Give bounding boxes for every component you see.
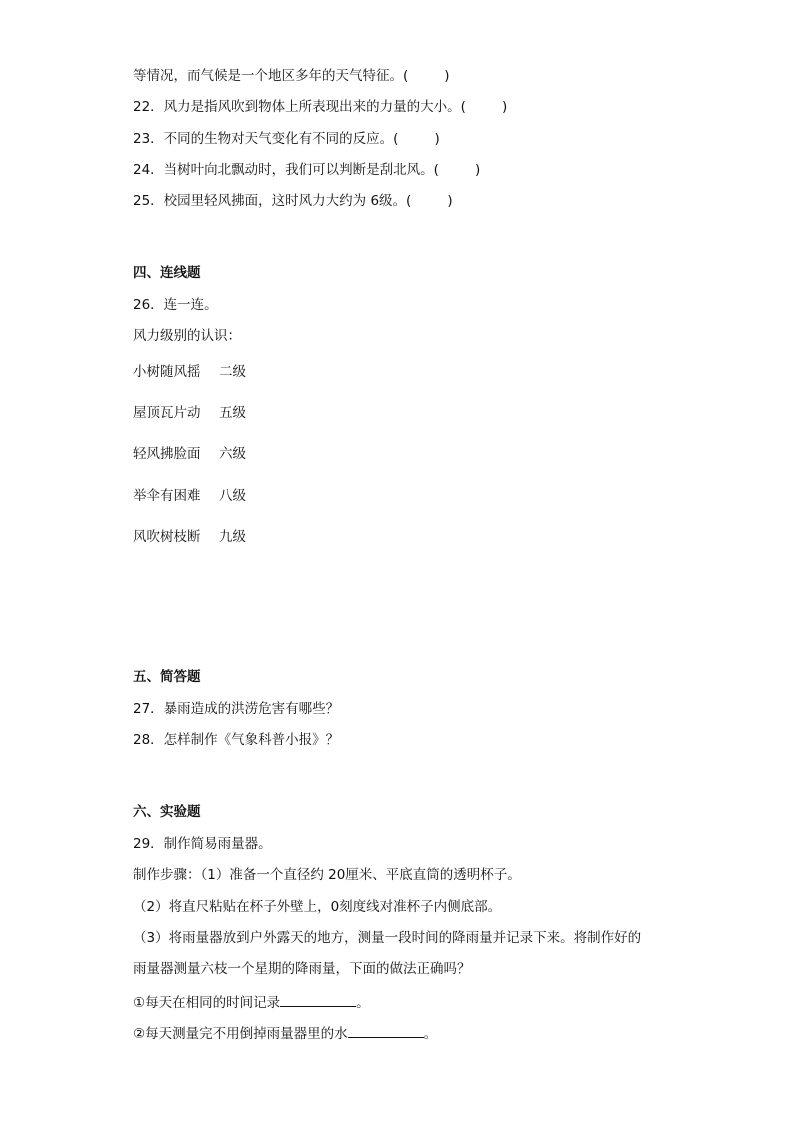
period: 。 <box>423 1026 438 1042</box>
question-25 <box>133 192 453 210</box>
step-3-line-1: （3）将雨量器放到户外露天的地方，测量一段时间的降雨量并记录下来。将制作好的 <box>133 930 642 946</box>
match-left-item[interactable]: 轻风拂脸面 <box>133 446 201 462</box>
section-4-title: 四、连线题 <box>133 265 201 281</box>
fill-blank[interactable] <box>280 992 356 1007</box>
question-23-text: 23．不同的生物对天气变化有不同的反应。( <box>133 131 399 147</box>
wind-level-intro: 风力级别的认识： <box>133 328 241 344</box>
close-paren: ) <box>501 99 508 115</box>
match-left-item[interactable]: 举伞有困难 <box>133 488 201 504</box>
question-29: 29．制作简易雨量器。 <box>133 836 272 852</box>
match-row <box>133 445 246 463</box>
match-right-item[interactable]: 九级 <box>219 529 246 545</box>
question-22-text: 22．风力是指风吹到物体上所表现出来的力量的大小。( <box>133 99 466 115</box>
step-1: 制作步骤：（1）准备一个直径约 20厘米、平底直筒的透明杯子。 <box>133 867 521 883</box>
sub-item-1-text: ①每天在相同的时间记录 <box>133 995 281 1011</box>
question-23 <box>133 130 440 148</box>
match-right-item[interactable]: 二级 <box>219 364 246 380</box>
match-row <box>133 363 246 381</box>
question-24 <box>133 161 480 179</box>
sub-item-2-text: ②每天测量完不用倒掉雨量器里的水 <box>133 1026 348 1042</box>
question-22 <box>133 98 507 116</box>
step-2: （2）将直尺粘贴在杯子外壁上，0刻度线对准杯子内侧底部。 <box>133 899 502 915</box>
match-right-item[interactable]: 八级 <box>219 488 246 504</box>
close-paren: ) <box>434 131 440 147</box>
question-25-text: 25．校园里轻风拂面，这时风力大约为 6级。( <box>133 193 412 209</box>
match-left-item[interactable]: 屋顶瓦片动 <box>133 405 201 421</box>
section-6-title: 六、实验题 <box>133 804 201 820</box>
match-row <box>133 487 246 505</box>
match-right-item[interactable]: 六级 <box>219 446 246 462</box>
question-21-tail <box>133 67 450 85</box>
sub-item-1 <box>133 992 370 1012</box>
fill-blank[interactable] <box>348 1023 424 1038</box>
question-24-text: 24．当树叶向北飘动时，我们可以判断是刮北风。( <box>133 162 439 178</box>
match-left-item[interactable]: 小树随风摇 <box>133 364 201 380</box>
question-21-text: 等情况，而气候是一个地区多年的天气特征。( <box>133 68 409 84</box>
period: 。 <box>356 995 370 1011</box>
close-paren: ) <box>447 193 453 209</box>
match-row <box>133 528 246 546</box>
close-paren: ) <box>474 162 481 178</box>
close-paren: ) <box>444 68 450 84</box>
step-3-line-2: 雨量器测量六枝一个星期的降雨量，下面的做法正确吗？ <box>133 961 471 977</box>
sub-item-2 <box>133 1023 437 1043</box>
question-26: 26．连一连。 <box>133 297 218 313</box>
section-5-title: 五、简答题 <box>133 669 201 685</box>
question-28: 28．怎样制作《气象科普小报》？ <box>133 732 340 748</box>
match-row <box>133 404 246 422</box>
match-right-item[interactable]: 五级 <box>219 405 246 421</box>
question-27: 27．暴雨造成的洪涝危害有哪些？ <box>133 701 340 717</box>
match-left-item[interactable]: 风吹树枝断 <box>133 529 201 545</box>
